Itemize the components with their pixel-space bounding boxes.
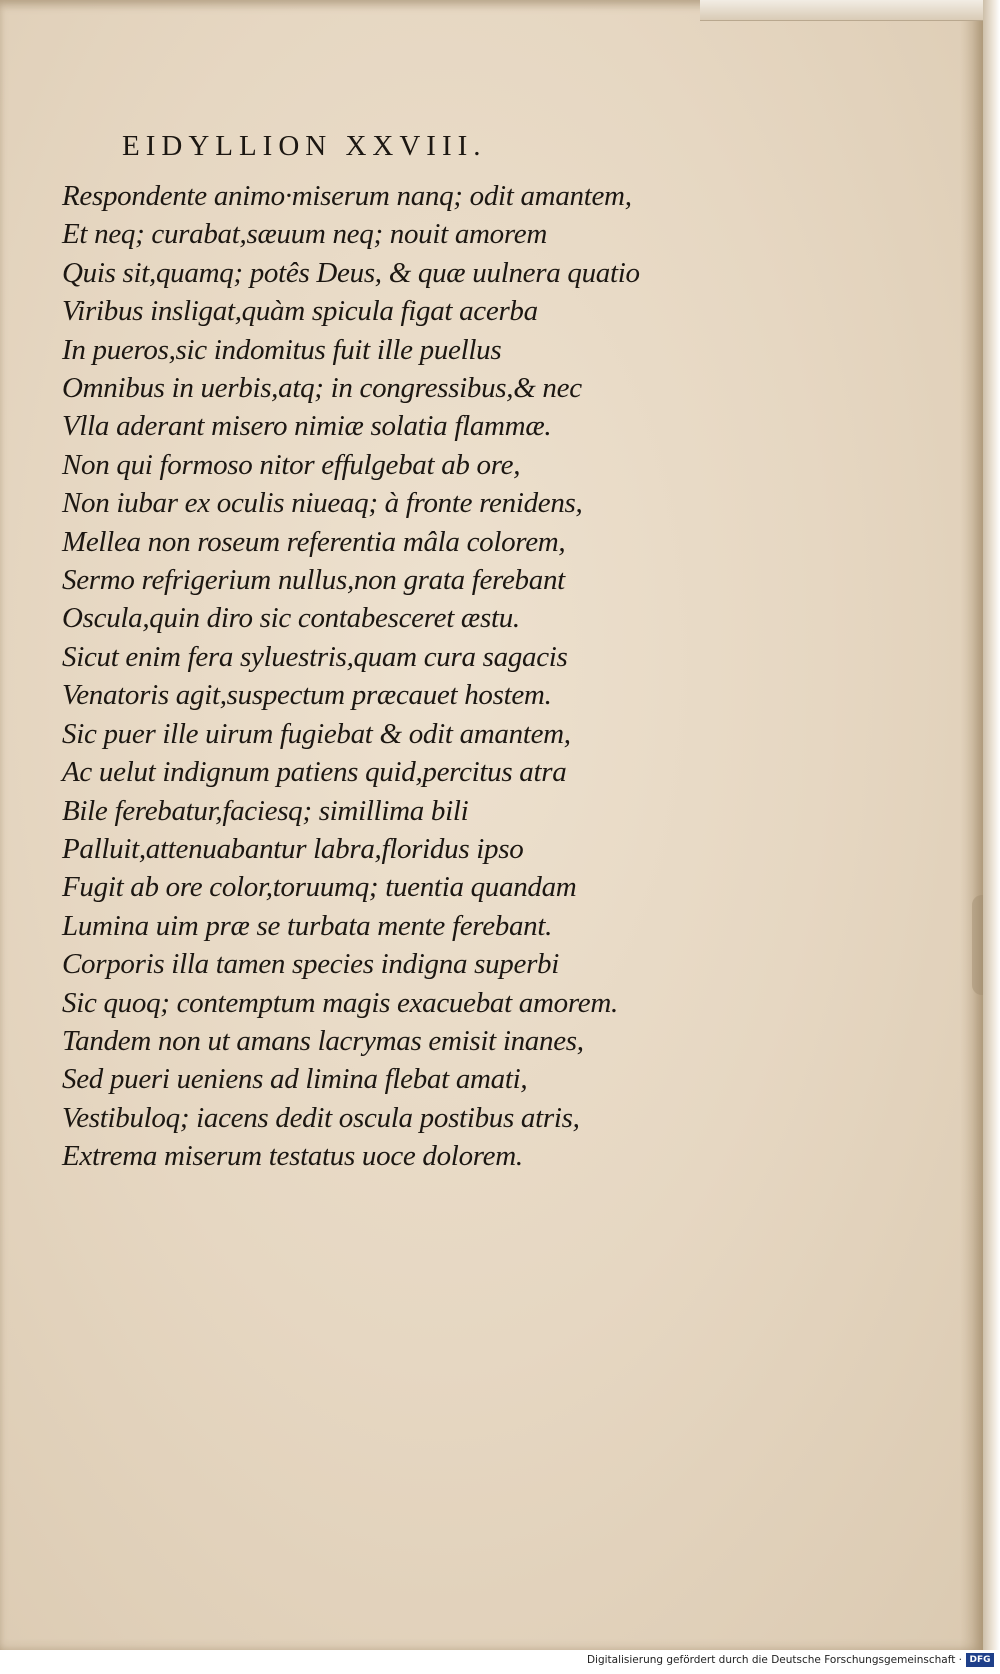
verse-line: Sic puer ille uirum fugiebat & odit amantem, [62,717,571,750]
verse-line: Fugit ab ore color,toruumq; tuentia quandam [62,871,577,904]
poem-text-block [62,130,702,1176]
verse-line: Lumina uim præ se turbata mente ferebant. [62,909,553,942]
verse-line: Vestibuloq; iacens dedit oscula postibus atris, [62,1101,580,1134]
verse-line: Omnibus in uerbis,atq; in congressibus,& nec [62,372,582,405]
page-top-edge [700,0,983,21]
verse-line: Bile ferebatur,faciesq; simillima bili [62,794,469,827]
digitization-footer [0,1650,1000,1674]
verse-line: Extrema miserum testatus uoce dolorem. [62,1140,523,1173]
verse-line: Sicut enim fera syluestris,quam cura sagacis [62,640,568,673]
verse-line: Viribus insligat,quàm spicula figat acerba [62,295,538,328]
verse-line: Quis sit,quamq; potês Deus, & quæ uulnera quatio [62,256,640,289]
verse-line: Ac uelut indignum patiens quid,percitus atra [62,756,567,789]
verse-line: Sermo refrigerium nullus,non grata ferebant [62,564,565,597]
verse-line: Oscula,quin diro sic contabesceret æstu. [62,602,520,635]
verse-line: Et neq; curabat,sæuum neq; nouit amorem [62,218,547,251]
verse-line: Venatoris agit,suspectum præcauet hostem. [62,679,552,712]
verse-line: Mellea non roseum referentia mâla colorem, [62,525,566,558]
verse-line: Sic quoq; contemptum magis exacuebat amorem. [62,986,618,1019]
verse-line: Corporis illa tamen species indigna superbi [62,948,560,981]
verse-line: Non iubar ex oculis niueaq; à fronte renidens, [62,487,583,520]
verse-line: Tandem non ut amans lacrymas emisit inanes, [62,1024,584,1057]
page-fore-edge [960,0,983,1650]
verse-line: In pueros,sic indomitus fuit ille puellus [62,333,502,366]
verse-line: Respondente animo·miserum nanq; odit amantem, [62,180,632,212]
page-heading: EIDYLLION XXVIII. [122,130,487,162]
verse-line: Non qui formoso nitor effulgebat ab ore, [62,448,521,481]
verse-list [62,177,702,1176]
verse-line: Vlla aderant misero nimiæ solatia flammæ. [62,410,552,443]
page-right-edge [983,0,1000,1650]
verse-line: Palluit,attenuabantur labra,floridus ipso [62,832,524,865]
funding-credit: Digitalisierung gefördert durch die Deutsche Forschungsgemeinschaft · [586,1654,962,1666]
dfg-logo: DFG [966,1653,994,1667]
verse-line: Sed pueri ueniens ad limina flebat amati, [62,1063,528,1096]
